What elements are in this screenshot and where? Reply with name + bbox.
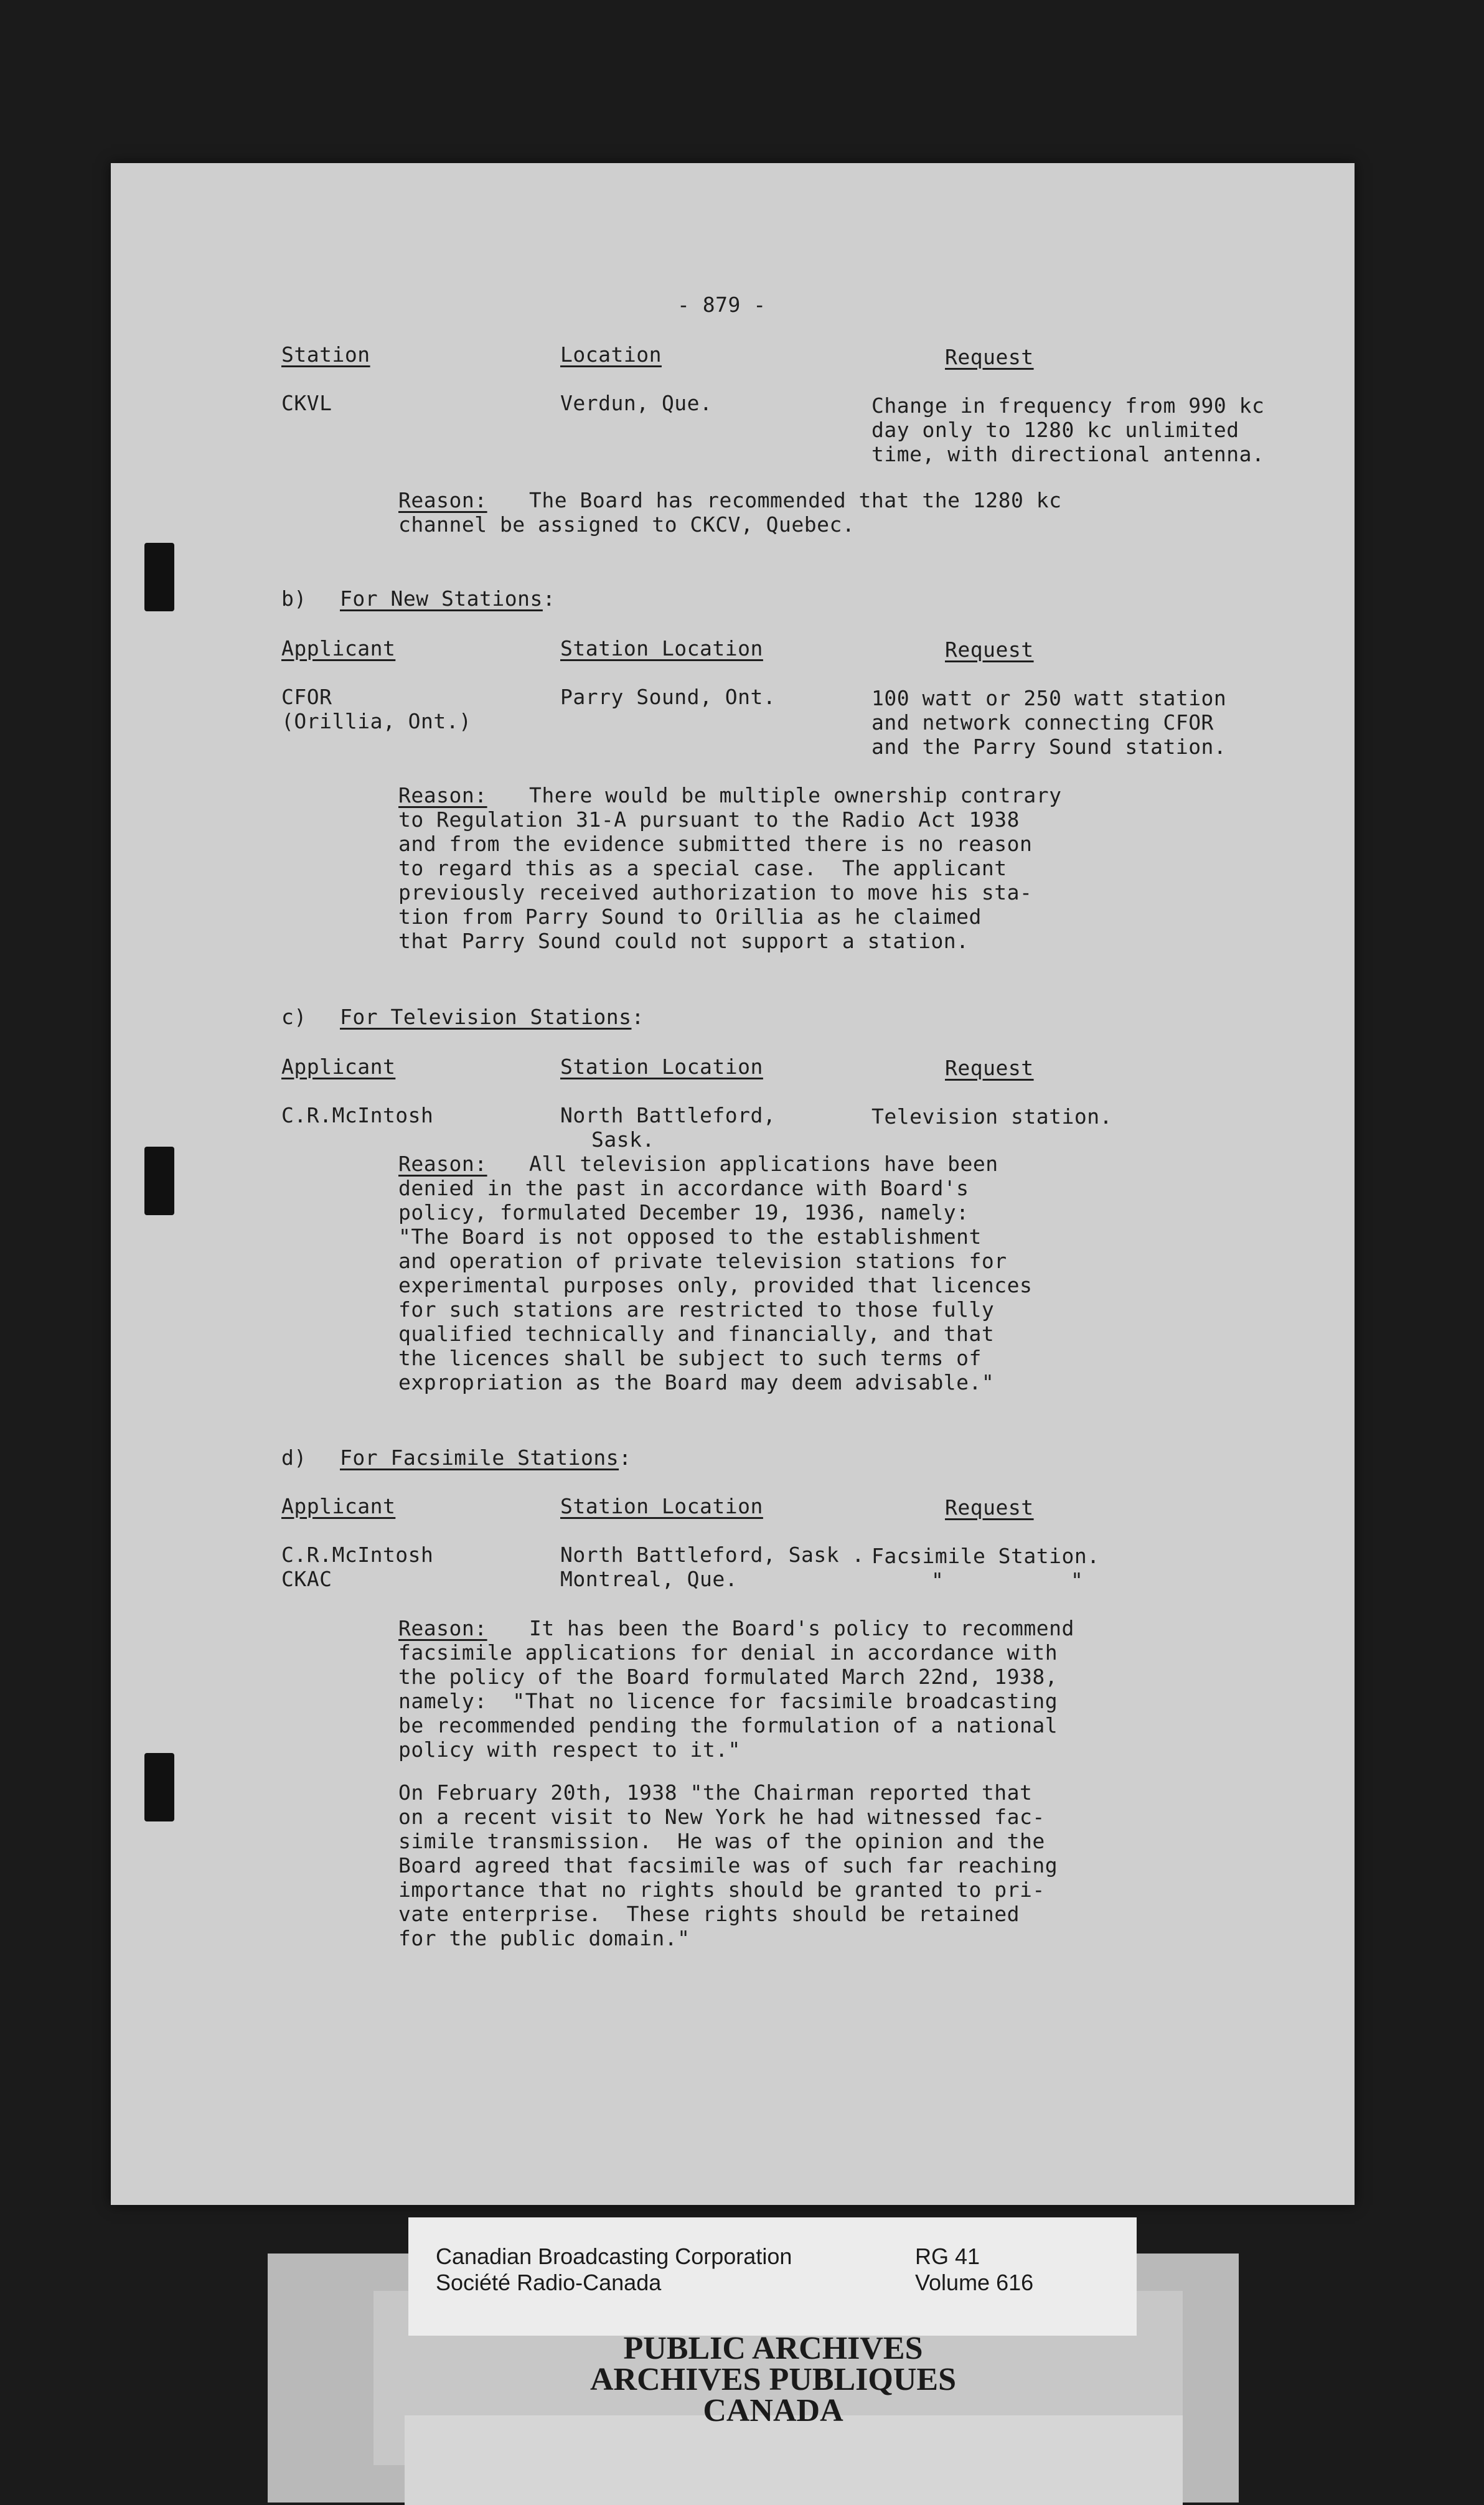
ckvl-reason-label: Reason: (398, 488, 487, 512)
section-c-location-line-1: North Battleford, (560, 1103, 776, 1127)
section-b-applicant-line-1: CFOR (281, 685, 332, 709)
section-b-reason-line-2: to Regulation 31-A pursuant to the Radio Act 1938 (398, 807, 1020, 832)
stamp-line-1: PUBLIC ARCHIVES (623, 2331, 923, 2366)
section-c-request: Television station. (871, 1104, 1112, 1129)
section-c-reason-line-1: All television applications have been (529, 1152, 998, 1176)
section-d-reason-line-2: facsimile applications for denial in accordance with (398, 1640, 1058, 1665)
section-d-colon: : (619, 1445, 632, 1470)
section-b-reason-line-1: There would be multiple ownership contrary (529, 783, 1062, 807)
ckvl-reason-line-2: channel be assigned to CKCV, Quebec. (398, 512, 855, 537)
section-c-reason-line-5: and operation of private television stations for (398, 1249, 1007, 1273)
section-d-reason-line-1: It has been the Board's policy to recommend (529, 1616, 1074, 1640)
binder-hole-1 (144, 543, 174, 611)
ckvl-station: CKVL (281, 391, 332, 415)
archive-org-en: Canadian Broadcasting Corporation (436, 2244, 792, 2269)
section-d-row-1-applicant: C.R.McIntosh (281, 1543, 434, 1567)
section-c-reason-line-10: expropriation as the Board may deem advisable." (398, 1370, 995, 1394)
archive-volume: Volume 616 (915, 2270, 1034, 2295)
section-c-marker: c) (281, 1005, 307, 1029)
section-d-row-2-request: " " (931, 1568, 1084, 1592)
section-d-reason-line-5: be recommended pending the formulation of a national (398, 1713, 1058, 1737)
section-d-para2-line-1: On February 20th, 1938 "the Chairman reported that (398, 1780, 1033, 1805)
section-d-para2-line-4: Board agreed that facsimile was of such far reaching (398, 1853, 1058, 1878)
stamp-line-3: CANADA (703, 2393, 843, 2428)
section-d-para2-line-7: for the public domain." (398, 1926, 690, 1950)
section-b-title-wrap (340, 586, 555, 611)
section-d-para2-line-5: importance that no rights should be granted to pri- (398, 1878, 1045, 1902)
ckvl-reason-line-1: The Board has recommended that the 1280 kc (529, 488, 1062, 512)
section-b-reason-line-6: tion from Parry Sound to Orillia as he claimed (398, 905, 982, 929)
section-d-reason-label: Reason: (398, 1616, 487, 1640)
section-d-header-applicant: Applicant (281, 1494, 396, 1518)
section-d-row-2-applicant: CKAC (281, 1567, 332, 1591)
ckvl-request-line-3: time, with directional antenna. (871, 442, 1265, 466)
ckvl-request-line-2: day only to 1280 kc unlimited (871, 418, 1239, 442)
section-b-reason-line-3: and from the evidence submitted there is no reason (398, 832, 1033, 856)
section-c-title-wrap (340, 1005, 644, 1029)
section-d-title: For Facsimile Stations (340, 1445, 619, 1470)
section-b-title: For New Stations (340, 586, 543, 611)
section-c-reason-label: Reason: (398, 1152, 487, 1176)
section-c-title: For Television Stations (340, 1005, 632, 1029)
ckvl-request-line-1: Change in frequency from 990 kc (871, 393, 1265, 418)
section-d-title-wrap (340, 1445, 631, 1470)
ckvl-location: Verdun, Que. (560, 391, 713, 415)
section-c-reason-line-2: denied in the past in accordance with Board's (398, 1176, 969, 1200)
section-b-request-line-2: and network connecting CFOR (871, 710, 1214, 735)
section-c-colon: : (631, 1005, 644, 1029)
section-d-row-1-request: Facsimile Station. (871, 1544, 1100, 1568)
section-b-reason-label: Reason: (398, 783, 487, 807)
section-b-request-line-1: 100 watt or 250 watt station (871, 686, 1227, 710)
section-c-applicant: C.R.McIntosh (281, 1103, 434, 1127)
header-location: Location (560, 342, 662, 367)
section-d-marker: d) (281, 1445, 307, 1470)
header-station: Station (281, 342, 370, 367)
section-b-applicant-line-2: (Orillia, Ont.) (281, 709, 472, 733)
binder-hole-3 (144, 1753, 174, 1821)
document-page (111, 163, 1355, 2205)
section-d-row-1-location: North Battleford, Sask . (560, 1543, 865, 1567)
section-d-reason-line-4: namely: "That no licence for facsimile broadcasting (398, 1689, 1058, 1713)
section-c-header-request: Request (945, 1056, 1034, 1080)
section-b-request-line-3: and the Parry Sound station. (871, 735, 1227, 759)
section-c-location-line-2: Sask. (591, 1127, 655, 1152)
page-number: - 879 - (677, 293, 766, 317)
stamp-line-2: ARCHIVES PUBLIQUES (589, 2362, 957, 2397)
section-b-header-request: Request (945, 637, 1034, 662)
section-b-marker: b) (281, 586, 307, 611)
section-d-reason-line-6: policy with respect to it." (398, 1737, 741, 1762)
section-d-para2-line-6: vate enterprise. These rights should be retained (398, 1902, 1020, 1926)
section-c-header-applicant: Applicant (281, 1055, 396, 1079)
binder-hole-2 (144, 1147, 174, 1215)
section-c-header-location: Station Location (560, 1055, 763, 1079)
section-b-reason-line-4: to regard this as a special case. The applicant (398, 856, 1007, 880)
section-d-header-location: Station Location (560, 1494, 763, 1518)
section-c-reason-line-8: qualified technically and financially, and that (398, 1322, 995, 1346)
section-c-reason-line-4: "The Board is not opposed to the establishment (398, 1224, 982, 1249)
section-b-header-applicant: Applicant (281, 636, 396, 660)
archive-rg: RG 41 (915, 2244, 980, 2269)
section-c-reason-line-7: for such stations are restricted to those fully (398, 1297, 995, 1322)
section-d-header-request: Request (945, 1495, 1034, 1520)
section-d-row-2-location: Montreal, Que. (560, 1567, 738, 1591)
section-b-reason-line-7: that Parry Sound could not support a station. (398, 929, 969, 953)
section-c-reason-line-3: policy, formulated December 19, 1936, namely: (398, 1200, 969, 1224)
archive-bottom-strip (405, 2415, 1183, 2505)
section-d-reason-line-3: the policy of the Board formulated March 22nd, 1938, (398, 1665, 1058, 1689)
section-b-location: Parry Sound, Ont. (560, 685, 776, 709)
section-c-reason-line-6: experimental purposes only, provided that licences (398, 1273, 1033, 1297)
section-b-reason-line-5: previously received authorization to move his sta- (398, 880, 1033, 905)
section-d-para2-line-3: simile transmission. He was of the opinion and the (398, 1829, 1045, 1853)
section-b-header-location: Station Location (560, 636, 763, 660)
section-b-colon: : (542, 586, 556, 611)
section-c-reason-line-9: the licences shall be subject to such terms of (398, 1346, 982, 1370)
header-request: Request (945, 345, 1034, 369)
section-d-para2-line-2: on a recent visit to New York he had witnessed fac- (398, 1805, 1045, 1829)
archive-org-fr: Société Radio-Canada (436, 2270, 662, 2295)
